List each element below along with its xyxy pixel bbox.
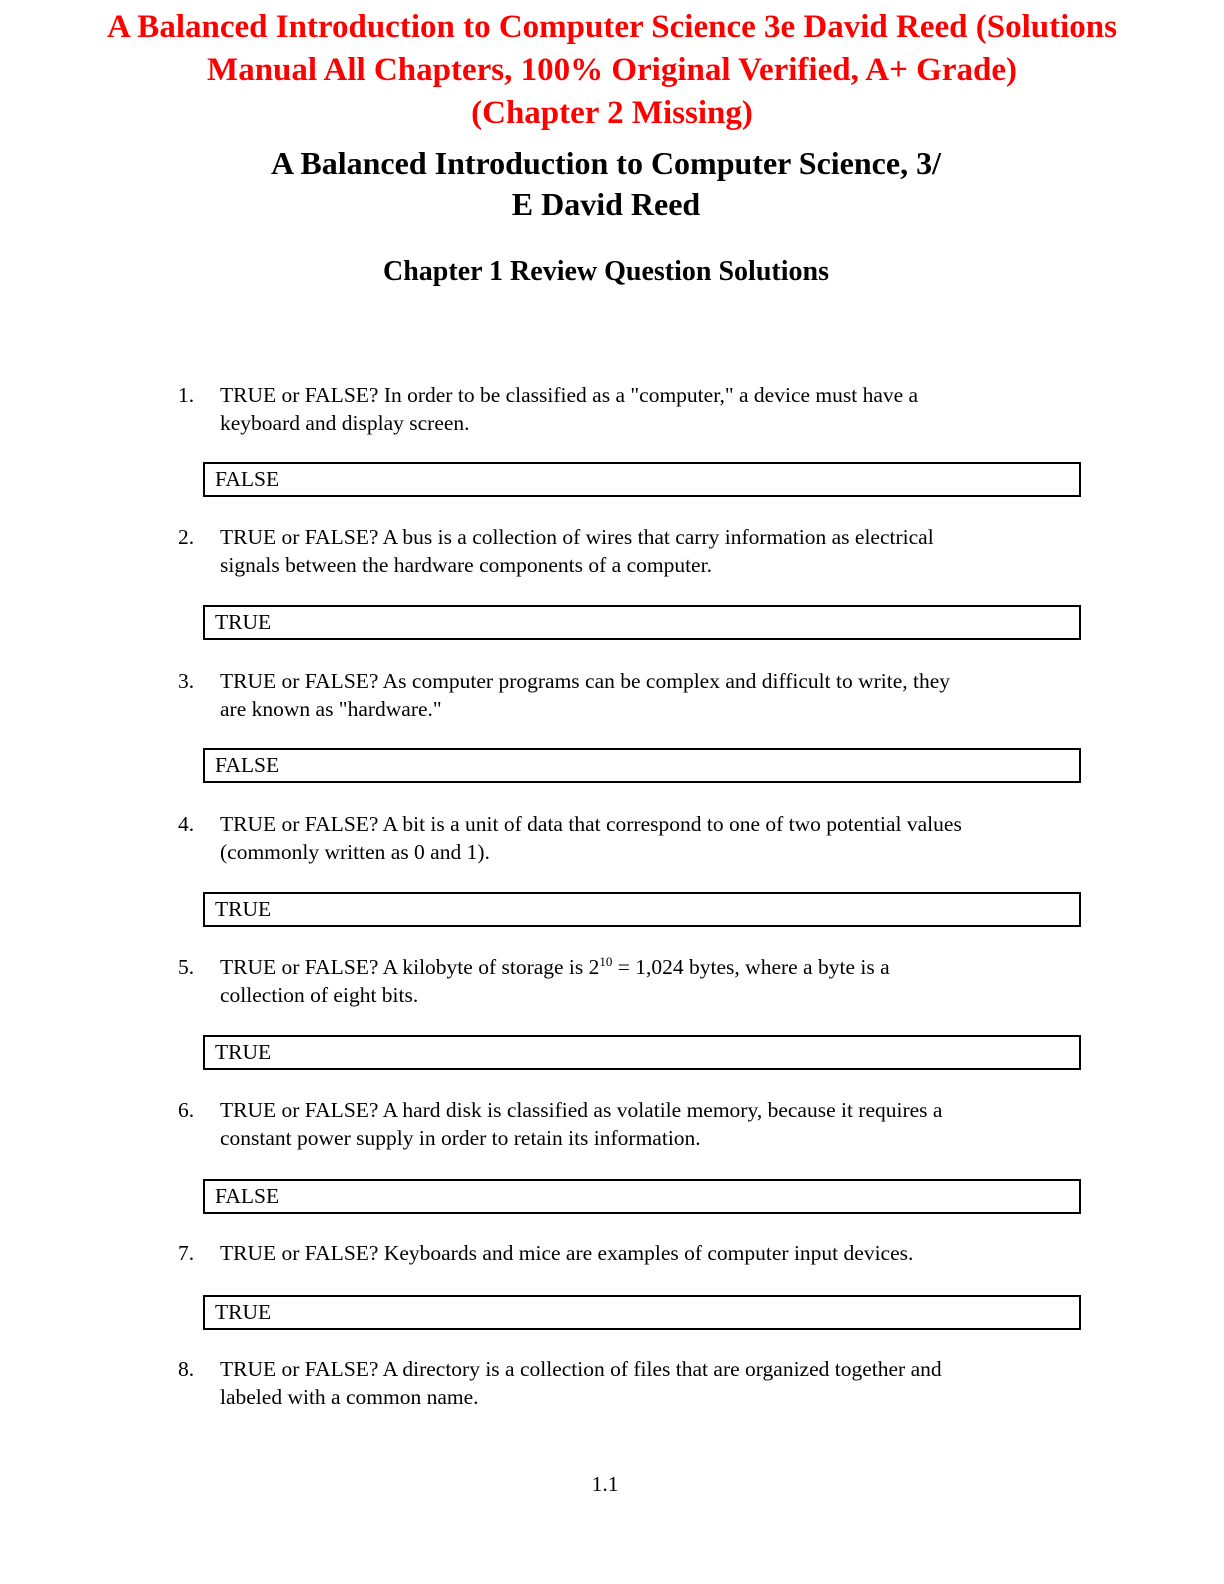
question-line: are known as "hardware." bbox=[220, 696, 442, 721]
answer-box bbox=[203, 1295, 1081, 1330]
question-item bbox=[178, 668, 1058, 723]
question-line: keyboard and display screen. bbox=[220, 410, 470, 435]
question-line: TRUE or FALSE? A bus is a collection of wires that carry information as electrical bbox=[220, 525, 934, 549]
answer-box bbox=[203, 462, 1081, 497]
question-item bbox=[178, 524, 1058, 579]
question-text bbox=[220, 524, 1058, 579]
question-line: collection of eight bits. bbox=[220, 982, 419, 1007]
question-line: TRUE or FALSE? A directory is a collection of files that are organized together and bbox=[220, 1357, 942, 1381]
question-item bbox=[178, 811, 1058, 866]
question-line: labeled with a common name. bbox=[220, 1384, 479, 1409]
question-number: 5. bbox=[178, 955, 195, 979]
question-line: signals between the hardware components of a computer. bbox=[220, 552, 712, 577]
answer-text: FALSE bbox=[215, 1184, 280, 1208]
answer-box bbox=[203, 748, 1081, 783]
banner-line: Manual All Chapters, 100% Original Verified, A+ Grade) bbox=[207, 52, 1017, 88]
question-line: TRUE or FALSE? Keyboards and mice are examples of computer input devices. bbox=[220, 1241, 914, 1265]
answer-box bbox=[203, 1179, 1081, 1214]
exponent: 10 bbox=[599, 954, 613, 969]
question-number: 2. bbox=[178, 525, 195, 549]
answer-text: TRUE bbox=[215, 897, 272, 921]
question-number: 6. bbox=[178, 1098, 195, 1122]
question-number: 3. bbox=[178, 669, 195, 693]
question-line bbox=[220, 954, 1058, 982]
question-number: 8. bbox=[178, 1357, 195, 1381]
question-item bbox=[178, 1240, 1058, 1268]
answer-box bbox=[203, 605, 1081, 640]
question-line: constant power supply in order to retain its information. bbox=[220, 1125, 701, 1150]
question-item bbox=[178, 1356, 1058, 1411]
question-text bbox=[220, 382, 1058, 437]
chapter-heading: Chapter 1 Review Question Solutions bbox=[383, 256, 829, 287]
question-line: TRUE or FALSE? A bit is a unit of data that correspond to one of two potential values bbox=[220, 812, 962, 836]
question-text bbox=[220, 811, 1058, 866]
banner-line: (Chapter 2 Missing) bbox=[471, 95, 753, 131]
page-number: 1.1 bbox=[591, 1472, 619, 1496]
answer-text: FALSE bbox=[215, 753, 280, 777]
answer-box bbox=[203, 892, 1081, 927]
answer-text: TRUE bbox=[215, 1040, 272, 1064]
question-item bbox=[178, 954, 1058, 1009]
answer-box bbox=[203, 1035, 1081, 1070]
answer-text: TRUE bbox=[215, 1300, 272, 1324]
question-number: 4. bbox=[178, 812, 195, 836]
answer-text: TRUE bbox=[215, 610, 272, 634]
document-banner-title bbox=[30, 6, 1194, 135]
answer-text: FALSE bbox=[215, 467, 280, 491]
question-line: TRUE or FALSE? As computer programs can be complex and difficult to write, they bbox=[220, 669, 951, 693]
banner-line: A Balanced Introduction to Computer Science 3e David Reed (Solutions bbox=[107, 9, 1117, 45]
book-title-line: A Balanced Introduction to Computer Science, 3/ bbox=[271, 145, 941, 181]
question-item bbox=[178, 1097, 1058, 1152]
book-title bbox=[100, 143, 1112, 225]
question-line: TRUE or FALSE? A hard disk is classified as volatile memory, because it requires a bbox=[220, 1098, 943, 1122]
question-item bbox=[178, 382, 1058, 437]
question-line: TRUE or FALSE? In order to be classified as a "computer," a device must have a bbox=[220, 383, 919, 407]
question-text bbox=[220, 1097, 1058, 1152]
question-text bbox=[220, 954, 1058, 1009]
book-title-line: E David Reed bbox=[511, 186, 701, 222]
question-line-part: = 1,024 bytes, where a byte is a bbox=[612, 955, 890, 979]
question-text bbox=[220, 1240, 1058, 1268]
question-line: (commonly written as 0 and 1). bbox=[220, 839, 490, 864]
question-number: 7. bbox=[178, 1241, 195, 1265]
question-number: 1. bbox=[178, 383, 195, 407]
question-text bbox=[220, 1356, 1058, 1411]
question-line-part: TRUE or FALSE? A kilobyte of storage is 2 bbox=[220, 955, 600, 979]
question-text bbox=[220, 668, 1058, 723]
